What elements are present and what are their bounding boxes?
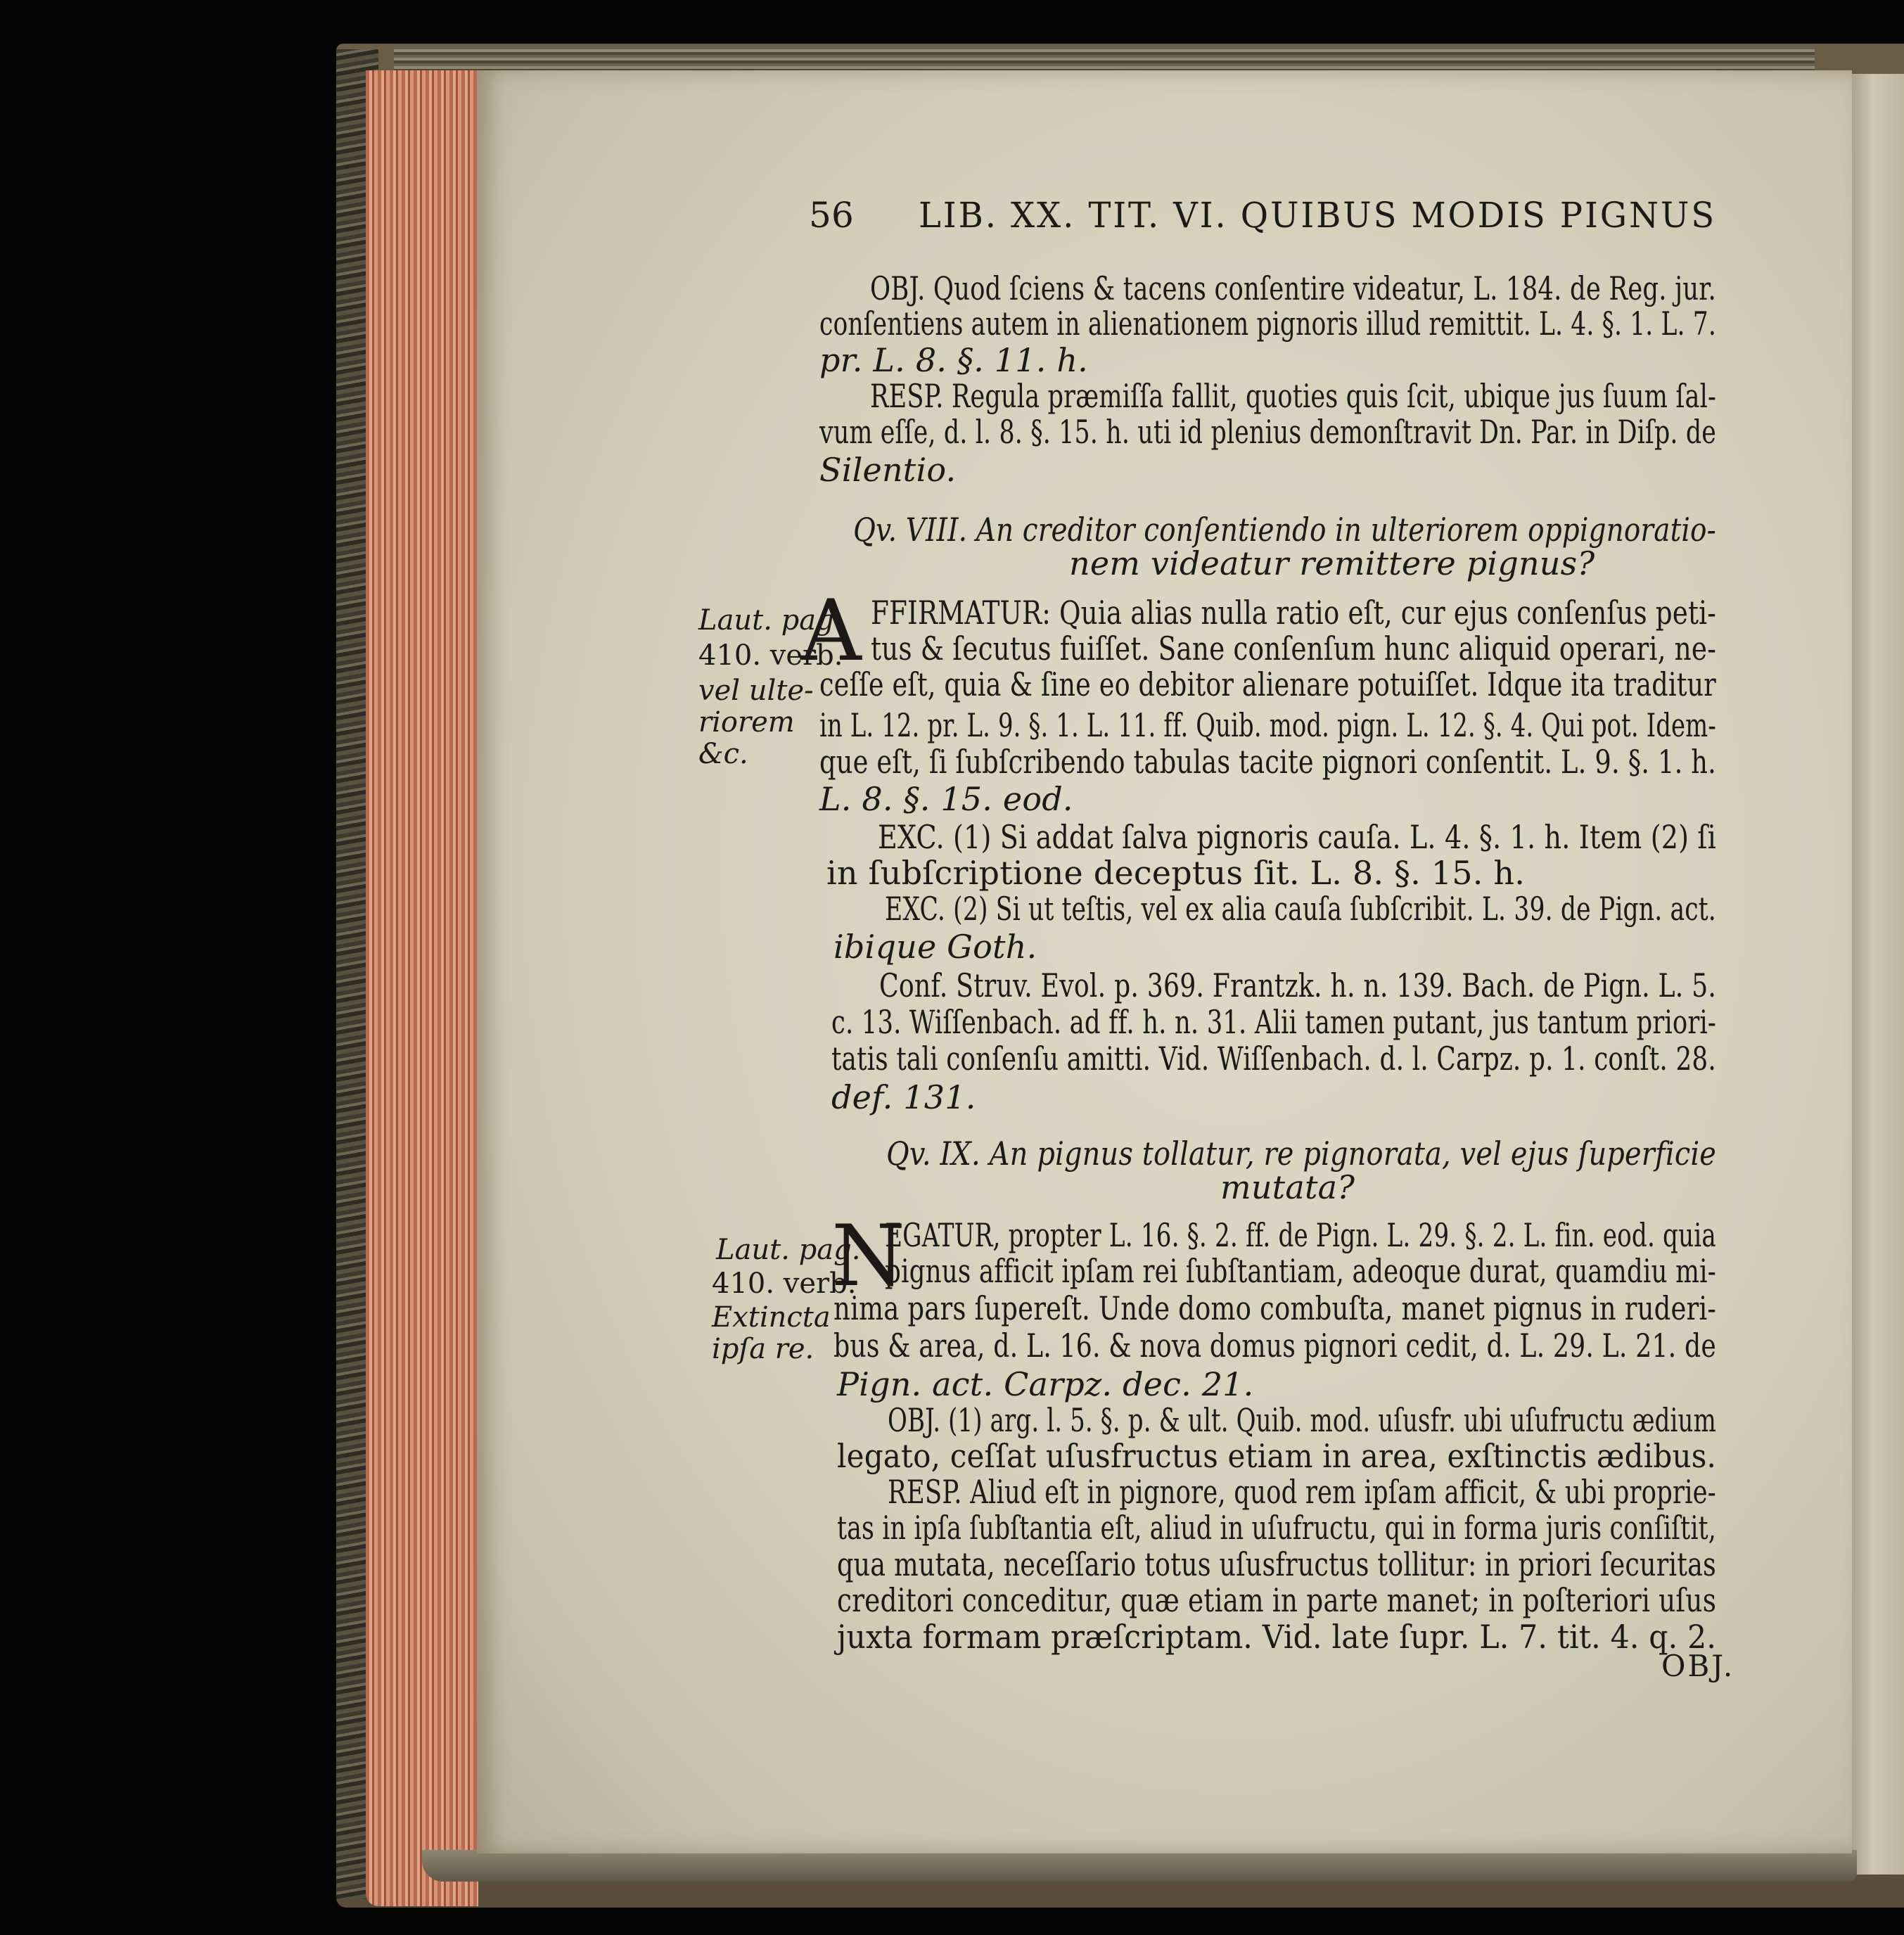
text-line: Pign. act. Carpz. dec. 21. [837,1365,1254,1403]
question-heading: nem videatur remittere pignus? [1069,544,1595,582]
page-number: 56 [809,195,855,236]
text-line: qua mutata, neceſſario totus uſusfructus tollitur: in priori ſecuritas [837,1545,1716,1583]
text-line: conſentiens autem in alienationem pignoris illud remittit. L. 4. §. 1. L. 7. [819,305,1716,343]
text-line: creditori conceditur, quæ etiam in parte manet; in poſteriori uſus [837,1581,1717,1619]
margin-note-line: ipſa re. [712,1333,814,1365]
text-line: RESP. Aliud eſt in pignore, quod rem ipſam afficit, & ubi proprie- [888,1473,1716,1511]
catchword: OBJ. [1661,1649,1735,1683]
margin-note-line: 410. verb. [698,639,843,672]
text-line: EGATUR, propter L. 16. §. 2. ff. de Pign. L. 29. §. 2. L. fin. eod. quia [885,1216,1716,1254]
margin-note-line: vel ulte- [698,675,814,707]
text-line: pignus afficit ipſam rei ſubſtantiam, adeoque durat, quamdiu mi- [885,1252,1716,1290]
text-line: EXC. (2) Si ut teſtis, vel ex alia cauſa ſubſcribit. L. 39. de Pign. act. [885,890,1716,928]
text-line: nima pars ſupereſt. Unde domo combuſta, manet pignus in ruderi- [833,1289,1717,1327]
question-heading: Qv. VIII. An creditor conſentiendo in ulteriorem oppignoratio- [853,511,1716,549]
text-line: L. 8. §. 15. eod. [819,780,1073,818]
text-line: que eſt, ſi ſubſcribendo tabulas tacite pignori conſentit. L. 9. §. 1. h. [819,743,1717,781]
text-line: juxta formam præſcriptam. Vid. late ſupr. L. 7. tit. 4. q. 2. [837,1618,1717,1656]
page-block-edges [366,70,478,1906]
question-heading: mutata? [1220,1168,1355,1206]
margin-note-line: riorem [698,706,795,739]
text-line: OBJ. Quod ſciens & tacens conſentire videatur, L. 184. de Reg. jur. [870,269,1716,307]
text-line: legato, ceſſat uſusfructus etiam in area, exſtinctis ædibus. [837,1437,1717,1475]
margin-note-line: Extincta [712,1301,831,1334]
text-line: in L. 12. pr. L. 9. §. 1. L. 11. ff. Quib. mod. pign. L. 12. §. 4. Qui pot. Idem- [819,706,1716,744]
text-line: ceſſe eſt, quia & ſine eo debitor alienare potuiſſet. Idque ita traditur [819,665,1716,703]
drop-cap: A [800,582,862,680]
drop-cap: N [831,1208,905,1305]
margin-note-line: Laut. pag. [698,604,843,637]
facing-page-edge [1852,74,1904,1875]
bottom-cover-edge [422,1850,1857,1882]
text-line: pr. L. 8. §. 11. h. [819,341,1088,379]
text-line: tus & ſecutus fuiſſet. Sane conſenſum hunc aliquid operari, ne- [871,630,1716,668]
question-heading: Qv. IX. An pignus tollatur, re pignorata, vel ejus ſuperficie [886,1135,1717,1173]
text-line: tas in ipſa ſubſtantia eſt, aliud in uſufructu, qui in forma juris conſiſtit, [837,1509,1716,1547]
text-line: ibique Goth. [833,928,1037,966]
margin-note-line: Laut. pag. [716,1234,861,1266]
text-line: EXC. (1) Si addat ſalva pignoris cauſa. L. 4. §. 1. h. Item (2) ſi [878,818,1716,856]
text-line: Conf. Struv. Evol. p. 369. Frantzk. h. n. 139. Bach. de Pign. L. 5. [879,966,1717,1004]
text-line: bus & area, d. L. 16. & nova domus pignori cedit, d. L. 29. L. 21. de [833,1327,1716,1365]
text-line: Silentio. [819,451,957,489]
text-line: FFIRMATUR: Quia alias nulla ratio eſt, cur ejus conſenſus peti- [871,594,1716,632]
text-line: OBJ. (1) arg. l. 5. §. p. & ult. Quib. mod. uſusfr. ubi uſufructu ædium [888,1401,1716,1439]
text-line: def. 131. [831,1078,976,1116]
text-line: c. 13. Wiſſenbach. ad ff. h. n. 31. Alii tamen putant, jus tantum priori- [831,1003,1717,1041]
margin-note-line: &c. [698,738,748,770]
text-line: tatis tali conſenſu amitti. Vid. Wiſſenbach. d. l. Carpz. p. 1. conſt. 28. [831,1040,1716,1078]
text-line: RESP. Regula præmiſſa fallit, quoties quis ſcit, ubique jus ſuum ſal- [870,377,1716,415]
text-line: in ſubſcriptione deceptus ſit. L. 8. §. 15. h. [826,854,1526,892]
text-line: vum eſſe, d. l. 8. §. 15. h. uti id plenius demonſtravit Dn. Par. in Diſp. de [819,413,1717,451]
running-title: LIB. XX. TIT. VI. QUIBUS MODIS PIGNUS [919,195,1716,236]
margin-note-line: 410. verb. [712,1267,857,1300]
